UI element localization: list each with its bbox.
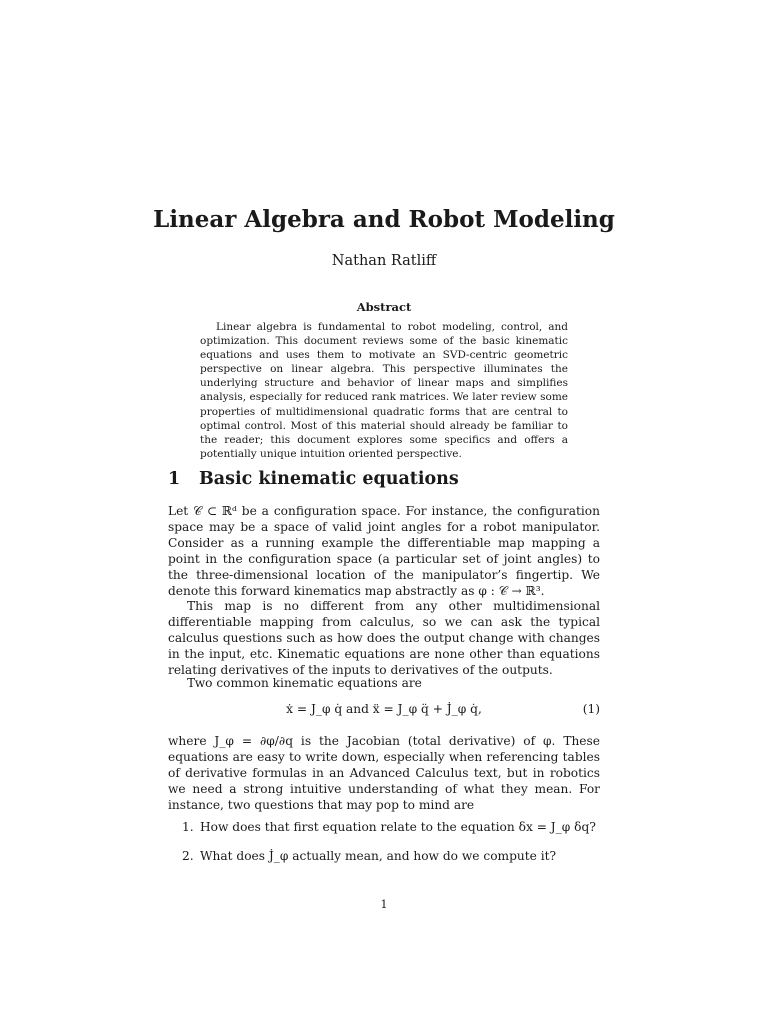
paragraph: Two common kinematic equations are [187,676,422,690]
author-name: Nathan Ratliff [331,253,437,269]
page-number: 1 [380,898,388,911]
list-item-number: 1. [182,820,194,834]
paragraph: Let 𝒞 ⊂ ℝᵈ be a configuration space. For instance, the configuration space may be a space of valid joint angles for a robot manipulator. Consider as a running example the differentiable map mapping a point in the configuration space (a particular set of joint angles) to the three-dimensional location of the manipulator’s fingertip. We denote this forward kinematics map abstractly as φ : 𝒞 → ℝ³. [168,504,600,598]
paragraph: This map is no different from any other multidimensional differentiable mapping from calculus, so we can ask the typical calculus questions such as how does the output change with changes in the input, etc. Kinematic equations are none other than equations relating derivatives of the inputs to derivatives of the outputs. [168,599,600,677]
equation: ẋ = J_φ q̇ and ẍ = J_φ q̈ + J̇_φ q̇, [286,702,482,716]
list-item-text: How does that first equation relate to the equation δx = J_φ δq? [200,820,596,834]
list-item [182,849,602,863]
list-item-text: What does J̇_φ actually mean, and how do we compute it? [200,849,557,863]
section-heading [168,469,459,489]
equation-number: (1) [582,702,600,716]
abstract-heading: Abstract [356,300,412,314]
list-item-number: 2. [182,849,194,863]
paragraph: where J_φ = ∂φ/∂q is the Jacobian (total derivative) of φ. These equations are easy to write down, especially when referencing tables of derivative formulas in an Advanced Calculus text, but in robotics we need a strong intuitive understanding of what they mean. For instance, two questions that may pop to mind are [168,734,600,812]
list-item [182,820,602,834]
section-number: 1 [168,469,181,489]
paper-title: Linear Algebra and Robot Modeling [153,206,615,233]
abstract-text: Linear algebra is fundamental to robot modeling, control, and optimization. This document reviews some of the basic kinematic equations and uses them to motivate an SVD-centric geometric perspective on linear algebra. This perspective illuminates the underlying structure and behavior of linear maps and simplifies analysis, especially for reduced rank matrices. We later review some properties of multidimensional quadratic forms that are central to optimal control. Most of this material should already be familiar to the reader; this document explores some specifics and offers a potentially unique intuition oriented perspective. [200,321,568,460]
section-title: Basic kinematic equations [199,469,459,489]
